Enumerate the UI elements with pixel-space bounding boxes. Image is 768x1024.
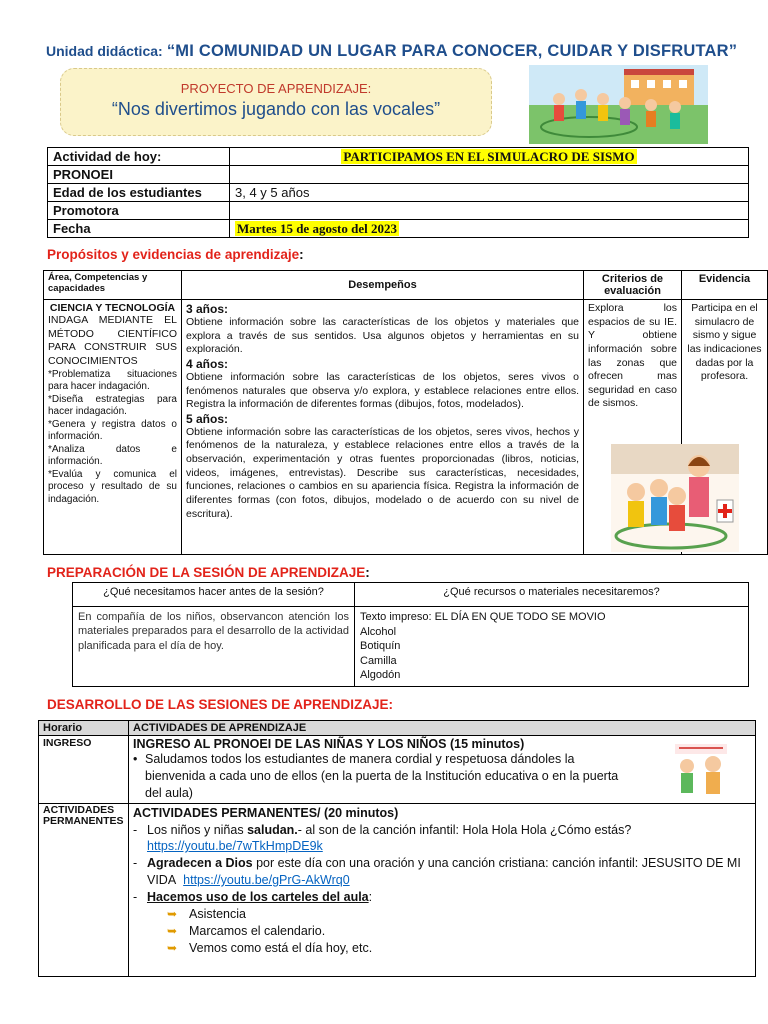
preparation-title	[47, 565, 370, 580]
capacity-2: *Diseña estrategias para hacer indagación.	[48, 393, 177, 418]
dash-icon: -	[133, 822, 138, 837]
unit-label: Unidad didáctica:	[46, 43, 163, 59]
development-table	[38, 720, 756, 977]
resource-item: Alcohol	[360, 625, 397, 638]
capacity-3: *Genera y registra datos o información.	[48, 418, 177, 443]
col-area-header: Área, Competencias y capacidades	[44, 271, 182, 300]
date-cell	[230, 220, 749, 238]
date-label: Fecha	[48, 220, 230, 238]
col-activities-header: ACTIVIDADES DE APRENDIZAJE	[129, 721, 756, 736]
before-text: En compañía de los niños, observancon atención los materiales preparados para el desarrollo de la actividad planificada para el día de hoy.	[73, 607, 355, 687]
item1-bold: saludan.	[247, 822, 298, 837]
age-label: Edad de los estudiantes	[48, 184, 230, 202]
perf-text-4: Obtiene información sobre las características de los objetos, seres vivos o fenómenos naturales que observa y/o explora, y establece relaciones entre ellos. Registra la información de diferentes formas (dibujos, fotos, modelados).	[186, 370, 579, 411]
children-playing-illustration	[529, 65, 708, 144]
perf-age-5: 5 años:	[186, 411, 229, 426]
perf-age-4: 4 años:	[186, 356, 229, 371]
purposes-title-colon: :	[299, 247, 304, 262]
activity-cell	[230, 148, 749, 166]
earthquake-drill-illustration	[611, 444, 739, 552]
pronoei-value	[230, 166, 749, 184]
item1-post: - al son de la canción infantil: Hola Hola Hola ¿Cómo estás?	[297, 822, 632, 837]
perf-text-3: Obtiene información sobre las características de los objetos y materiales que explora a través de sus sentidos. Usa algunos objetos y herramientas en su exploración.	[186, 316, 579, 356]
capacity-5: *Evalúa y comunica el proceso y resultado de su indagación.	[48, 468, 177, 505]
dash-icon: -	[133, 856, 138, 871]
preparation-table	[72, 582, 749, 687]
resource-item: Camilla	[360, 654, 397, 667]
area-name: CIENCIA Y TECNOLOGÍA	[49, 302, 176, 314]
perm-label: ACTIVIDADES PERMANENTES	[39, 803, 129, 976]
song-link-2[interactable]: https://youtu.be/gPrG-AkWrq0	[183, 873, 350, 888]
perm-item-posters	[133, 889, 751, 906]
age-value: 3, 4 y 5 años	[230, 184, 749, 202]
perm-title: ACTIVIDADES PERMANENTES/ (20 minutos)	[133, 805, 399, 820]
greeting-illustration	[667, 742, 735, 800]
ingreso-cell	[129, 736, 756, 804]
resource-item: Algodón	[360, 669, 401, 682]
competency: INDAGA MEDIANTE EL MÉTODO CIENTÍFICO PARA CONSTRUIR SUS CONOCIMIENTOS	[48, 314, 177, 367]
activity-value: PARTICIPAMOS EN EL SIMULACRO DE SISMO	[343, 148, 635, 164]
resources-cell	[355, 607, 749, 687]
unit-title: “MI COMUNIDAD UN LUGAR PARA CONOCER, CUIDAR Y DISFRUTAR”	[166, 42, 738, 60]
purposes-title-text: Propósitos y evidencias de aprendizaje	[47, 247, 300, 262]
ingreso-title: INGRESO AL PRONOEI DE LAS NIÑAS Y LOS NIÑOS (15 minutos)	[133, 737, 525, 751]
arrow-bullet-icon: ➥	[167, 906, 178, 921]
date-value: Martes 15 de agosto del 2023	[237, 220, 397, 236]
col-criteria-header: Criterios de evaluación	[584, 271, 682, 300]
resource-item: Texto impreso: EL DÍA EN QUE TODO SE MOVIO	[360, 611, 606, 623]
unit-heading	[46, 42, 766, 61]
project-label: PROYECTO DE APRENDIZAJE:	[180, 81, 372, 96]
preparation-title-colon: :	[365, 565, 370, 580]
item2-bold: Agradecen a Dios	[147, 856, 253, 871]
perm-item-greeting	[133, 822, 751, 856]
col-performance-header: Desempeños	[182, 271, 584, 300]
arrow-bullet-icon: ➥	[167, 923, 178, 938]
capacity-4: *Analiza datos e información.	[48, 443, 177, 468]
col-resources-header: ¿Qué recursos o materiales necesitaremos?	[355, 583, 749, 607]
area-cell	[44, 300, 182, 555]
criteria-cell: Explora los espacios de su IE. Y obtiene información sobre las zonas que ofrecen mas seguridad en caso de sismos.	[584, 300, 682, 555]
col-schedule-header: Horario	[39, 721, 129, 736]
item2-post: por este día con una oración y una canción cristiana: canción infantil: JESUSITO DE MI VIDA	[147, 856, 741, 888]
evidence-cell: Participa en el simulacro de sismo y sigue las indicaciones dadas por la profesora.	[682, 300, 768, 555]
purposes-title	[47, 247, 304, 262]
item3-bold: Hacemos uso de los carteles del aula	[147, 890, 369, 904]
sub-item-text: Vemos como está el día hoy, etc.	[189, 940, 373, 955]
poster-sublist	[133, 906, 751, 957]
sub-item	[167, 940, 751, 957]
col-evidence-header: Evidencia	[682, 271, 768, 300]
sub-item-text: Asistencia	[189, 906, 246, 921]
perm-item-prayer	[133, 855, 751, 889]
song-link-1[interactable]: https://youtu.be/7wTkHmpDE9k	[147, 839, 323, 854]
sub-item	[167, 906, 751, 923]
ingreso-bullet	[133, 751, 638, 802]
sub-item	[167, 923, 751, 940]
pronoei-label: PRONOEI	[48, 166, 230, 184]
perf-age-3: 3 años:	[186, 302, 229, 316]
perf-text-5: Obtiene información sobre las características de los objetos, seres vivos, hechos y fenómenos de la naturaleza, y establece relaciones entre ellos a través de la observación, experimentación y otras fuentes proporcionadas (libros, noticias, videos, imágenes, entrevistas). Describe sus características, necesidades, funciones, relaciones o cambios en su apariencia física. Registra la información de diferentes formas (con fotos, dibujos, modelado o de acuerdo con su nivel de escritura).	[186, 425, 579, 520]
sub-item-text: Marcamos el calendario.	[189, 923, 326, 938]
ingreso-label: INGRESO	[39, 736, 129, 804]
ingreso-text: Saludamos todos los estudiantes de manera cordial y respetuosa dándoles la bienvenida a cada uno de ellos (en la puerta de la Institución educativa o en la puerta del aula)	[145, 752, 619, 800]
arrow-bullet-icon: ➥	[167, 940, 178, 955]
perm-cell	[129, 803, 756, 976]
session-info-table	[47, 147, 749, 238]
preparation-title-text: PREPARACIÓN DE LA SESIÓN DE APRENDIZAJE	[47, 565, 366, 580]
project-title: “Nos divertimos jugando con las vocales”	[111, 99, 441, 119]
resource-item: Botiquín	[360, 640, 401, 653]
activity-label: Actividad de hoy:	[48, 148, 230, 166]
development-title: DESARROLLO DE LAS SESIONES DE APRENDIZAJE:	[47, 697, 394, 712]
item3-post: :	[368, 890, 373, 904]
promoter-label: Promotora	[48, 202, 230, 220]
promoter-value	[230, 202, 749, 220]
item1-pre: Los niños y niñas	[147, 822, 248, 837]
dash-icon: -	[133, 890, 138, 904]
capacity-1: *Problematiza situaciones para hacer indagación.	[48, 368, 177, 393]
performance-cell	[182, 300, 584, 555]
col-before-header: ¿Qué necesitamos hacer antes de la sesión?	[73, 583, 355, 607]
bullet-dot-icon: •	[133, 752, 138, 766]
